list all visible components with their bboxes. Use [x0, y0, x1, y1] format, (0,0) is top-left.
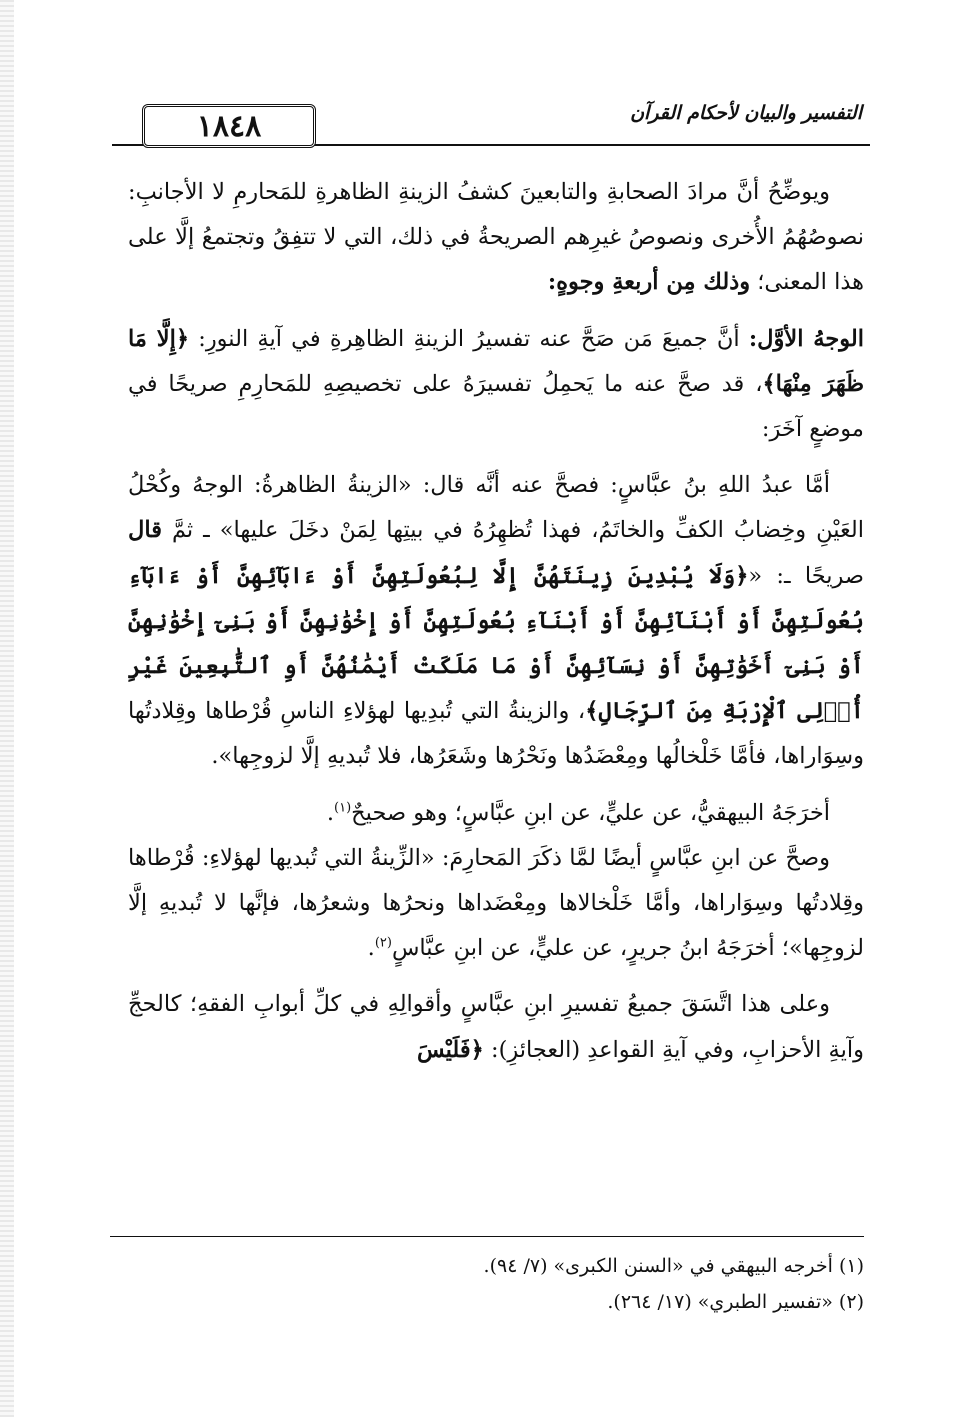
footnote-2: (٢) «تفسير الطبري» (١٧/ ٢٦٤). [607, 1291, 864, 1313]
quran-verse: ﴿فَلَيْسَ [416, 1036, 484, 1063]
footnote-ref: (١) [334, 800, 352, 816]
paragraph-text: أخرَجَهُ البيهقيُّ، عن عليٍّ، عن ابنِ عبَّاسٍ؛ وهو صحيحٌ [351, 799, 830, 826]
footnote-rule [110, 1236, 864, 1237]
paragraph-text: وعلى هذا اتَّسَقَ جميعُ تفسيرِ ابنِ عبَّاسٍ وأقوالِهِ في كلِّ أبوابِ الفقهِ؛ كالحجِّ وآيةِ الأحزابِ، وفي آيةِ القواعدِ (العجائزِ): [128, 991, 864, 1063]
page-number: ١٨٤٨ [196, 108, 262, 144]
paragraph-citation-1: أخرَجَهُ البيهقيُّ، عن عليٍّ، عن ابنِ عبَّاسٍ؛ وهو صحيحٌ$^{(١)}$. [326, 799, 830, 826]
footnote-1: (١) أخرجه البيهقي في «السنن الكبرى» (٧/ ٩٤). [483, 1255, 864, 1277]
paragraph-ibn-abbas [128, 463, 864, 779]
quran-verse: ﴿وَلَا يُبْدِينَ زِينَتَهُنَّ إِلَّا لِبُعُولَتِهِنَّ أَوْ ءَابَآئِهِنَّ أَوْ ءَابَآءِ بُعُولَتِهِنَّ أَوْ أَبْنَآئِهِنَّ أَوْ أَبْنَآءِ بُعُولَتِهِنَّ أَوْ إِخْوَٰنِهِنَّ أَوْ بَنِىٓ إِخْوَٰنِهِنَّ أَوْ بَنِىٓ أَخَوَٰتِهِنَّ أَوْ نِسَآئِهِنَّ أَوْ مَا مَلَكَتْ أَيْمَٰنُهُنَّ أَوِ ٱلتَّٰبِعِينَ غَيْرِ أُو۟لِى ٱلْإِرْبَةِ مِنَ ٱلرِّجَالِ﴾ [128, 562, 864, 725]
footnotes [118, 1248, 864, 1320]
bold-word: قال [128, 517, 162, 544]
main-text [128, 170, 864, 1073]
page-number-frame [142, 104, 316, 148]
paragraph-intro [128, 170, 864, 306]
section-heading: الوجهُ الأوَّل: [748, 325, 865, 352]
paragraph-text: ، والزينةُ التي تُبدِيها لهؤلاءِ الناسِ قُرْطاها وقِلادتُها وسِوَاراها، فأمَّا خَلْخالُها ومِعْضَدُها ونَحْرُها وشَعَرُها، فلا تُبديهِ إلَّا لزوجِها». [128, 698, 864, 770]
running-title: التفسير والبيان لأحكام القرآن [630, 102, 862, 124]
page-header [112, 100, 870, 150]
scan-edge [0, 0, 14, 1417]
quran-verse: ﴿إِلَّا مَا ظَهَرَ مِنْهَا﴾ [128, 325, 865, 397]
footnote-ref: (٢) [374, 935, 392, 951]
paragraph-text: أنَّ جميعَ مَن صَحَّ عنه تفسيرُ الزينةِ الظاهِرةِ في آيةِ النورِ: [198, 325, 740, 352]
paragraph-consistency [128, 982, 864, 1072]
paragraph-text: أمَّا عبدُ اللهِ بنُ عبَّاسٍ: فصحَّ عنه أنَّه قال: «الزينةُ الظاهرةُ: الوجهُ وكُحْلُ العَيْنِ وخِضابُ الكفِّ والخاتَمُ، فهذا تُظهِرُهُ في بيتِها لِمَنْ دخَلَ عليها» ـ ثمَّ [128, 472, 865, 544]
paragraph-text: ويوضِّحُ أنَّ مرادَ الصحابةِ والتابعينَ كشفُ الزينةِ الظاهرةِ للمَحارمِ لا الأجانبِ: نصوصُهُمُ الأُخرى ونصوصُ غيرِهم الصريحةُ في ذلك، التي لا تتفِقُ وتجتمعُ إلَّا على هذا المعنى؛ [128, 179, 864, 296]
paragraph-text: صريحًا ـ: « [748, 562, 864, 589]
paragraph-first-aspect [128, 317, 864, 453]
paragraph-second-report: وصحَّ عن ابنِ عبَّاسٍ أيضًا لمَّا ذكَرَ المَحارِمَ: «الزِّينةُ التي تُبديها لهؤلاءِ: قُرْطاها وقِلادتُها وسِوَاراها، وأمَّا خَلْخالاها ومِعْضَداها ونحرُها وشعرُها، فإنَّها لا تُبديهِ إلَّا لزوجِها»؛ أخرَجَهُ ابنُ جريرٍ، عن عليٍّ، عن ابنِ عبَّاسٍ$^{(٢)}$. [128, 844, 864, 962]
bold-phrase: وذلك مِن أربعةِ وجوهٍ: [547, 269, 751, 296]
paragraph-text: ، قد صحَّ عنه ما يَحمِلُ تفسيرَهُ على تخصيصِهِ للمَحارِمِ صريحًا في موضعٍ آخَرَ: [128, 370, 864, 443]
paragraph-text: وصحَّ عن ابنِ عبَّاسٍ أيضًا لمَّا ذكَرَ المَحارِمَ: «الزِّينةُ التي تُبديها لهؤلاءِ: قُرْطاها وقِلادتُها وسِوَاراها، وأمَّا خَلْخالاها ومِعْضَداها ونحرُها وشعرُها، فإنَّها لا تُبديهِ إلَّا لزوجِها»؛ أخرَجَهُ ابنُ جريرٍ، عن عليٍّ، عن ابنِ عبَّاسٍ [128, 844, 864, 962]
